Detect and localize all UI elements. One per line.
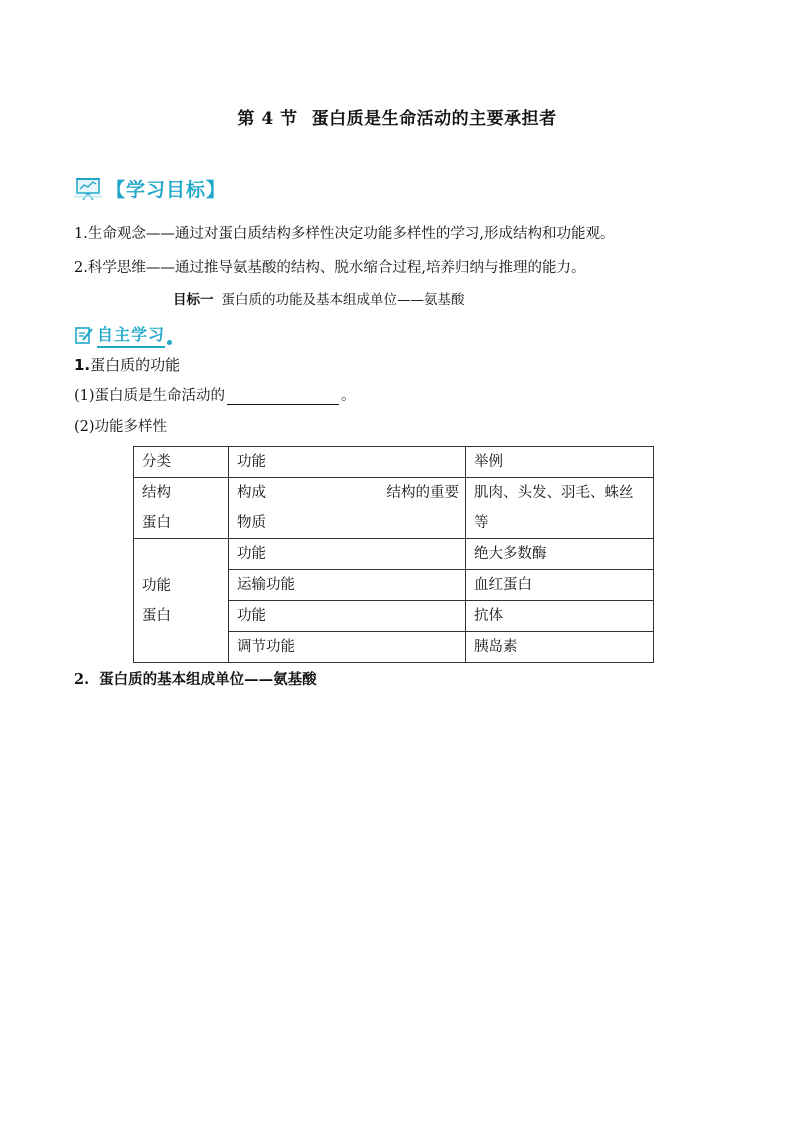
category-line: 蛋白	[142, 515, 171, 531]
section2-number: 2.	[74, 671, 90, 688]
example-line: 等	[474, 515, 489, 531]
header-example: 举例	[466, 447, 654, 478]
target-label: 目标一	[173, 292, 214, 308]
function-cell: 功能	[229, 601, 466, 632]
header-category: 分类	[134, 447, 229, 478]
protein-function-table	[133, 446, 654, 663]
function-left: 构成	[237, 485, 266, 501]
example-cell: 绝大多数酶	[466, 539, 654, 570]
section-number: 第 4 节	[237, 109, 298, 129]
section2-title: 蛋白质的基本组成单位——氨基酸	[99, 671, 317, 688]
header-function: 功能	[229, 447, 466, 478]
header-dot	[167, 340, 172, 345]
presentation-board-icon	[74, 174, 102, 202]
functional-category	[134, 539, 229, 663]
table-row	[134, 539, 654, 570]
objective-1: 1.生命观念——通过对蛋白质结构多样性决定功能多样性的学习,形成结构和功能观。	[74, 226, 615, 242]
table-header-row	[134, 447, 654, 478]
function-cell: 运输功能	[229, 570, 466, 601]
example-cell: 血红蛋白	[466, 570, 654, 601]
section1-heading	[74, 354, 180, 375]
function-line-2: 物质	[237, 515, 266, 531]
self-study-header	[74, 322, 172, 348]
question-1	[74, 384, 356, 405]
target-heading	[173, 288, 465, 308]
question-1-text: (1)蛋白质是生命活动的	[74, 388, 226, 404]
structural-function	[229, 478, 466, 539]
category-line: 蛋白	[142, 607, 171, 624]
page-title	[0, 104, 794, 129]
objective-2: 2.科学思维——通过推导氨基酸的结构、脱水缩合过程,培养归纳与推理的能力。	[74, 260, 586, 276]
example-cell: 胰岛素	[466, 632, 654, 663]
section2-heading	[74, 668, 317, 689]
section-title: 蛋白质是生命活动的主要承担者	[311, 109, 557, 129]
objectives-label: 【学习目标】	[106, 178, 227, 201]
example-line: 肌肉、头发、羽毛、蛛丝	[474, 485, 634, 501]
category-line: 功能	[142, 577, 171, 594]
objectives-header	[74, 170, 226, 206]
table-row-structural	[134, 478, 654, 539]
structural-category	[134, 478, 229, 539]
function-cell: 调节功能	[229, 632, 466, 663]
category-line: 结构	[142, 485, 171, 501]
section1-number: 1.	[74, 356, 91, 374]
function-right: 结构的重要	[386, 485, 459, 501]
example-cell: 抗体	[466, 601, 654, 632]
fill-blank[interactable]	[227, 390, 339, 405]
question-2: (2)功能多样性	[74, 419, 168, 435]
target-text: 蛋白质的功能及基本组成单位——氨基酸	[221, 292, 465, 308]
self-study-label: 自主学习	[97, 322, 165, 348]
edit-note-icon	[74, 325, 94, 345]
function-cell: 功能	[229, 539, 466, 570]
structural-example	[466, 478, 654, 539]
section1-title: 蛋白质的功能	[90, 356, 181, 374]
function-line	[237, 478, 459, 508]
question-1-suffix: 。	[341, 388, 356, 404]
